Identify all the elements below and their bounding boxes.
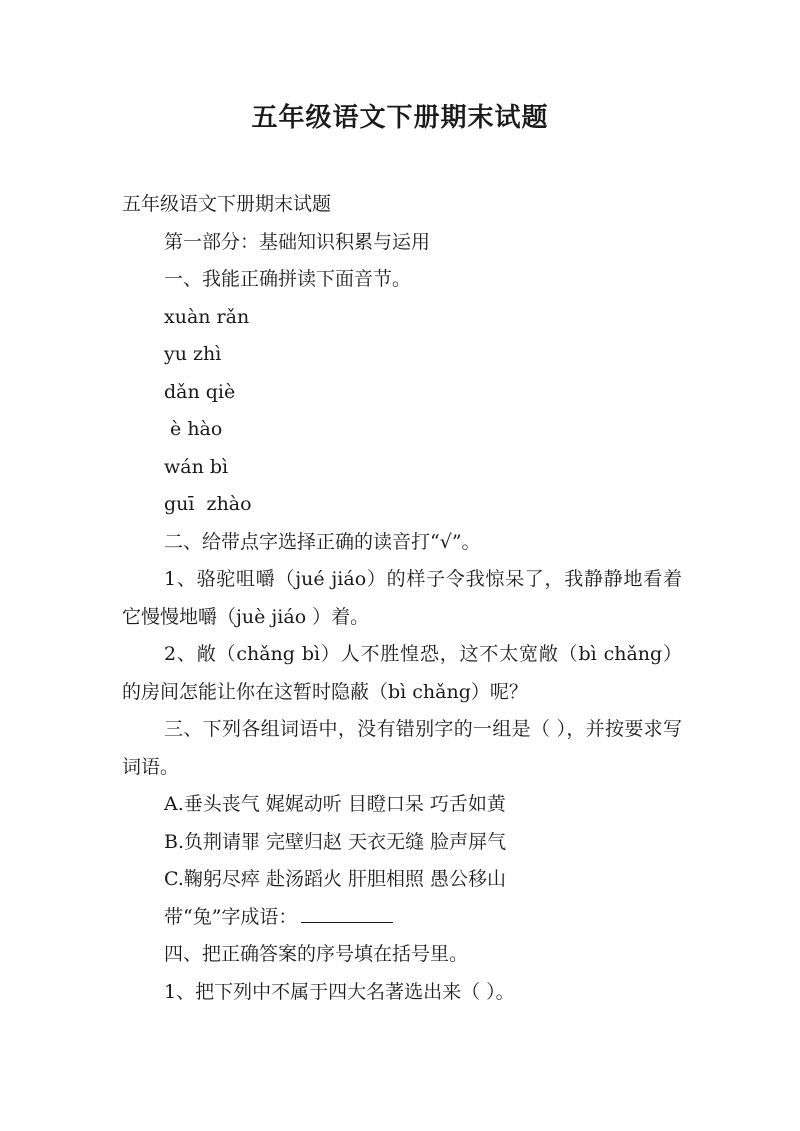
- section2-heading: 二、给带点字选择正确的读音打“√”。: [164, 530, 481, 553]
- section1-heading: 一、我能正确拼读下面音节。: [164, 268, 412, 290]
- pinyin-item: dǎn qiè: [164, 380, 236, 403]
- pinyin-item: xuàn rǎn: [164, 305, 250, 328]
- section3-option-a: A.垂头丧气 娓娓动听 目瞪口呆 巧舌如黄: [164, 793, 506, 815]
- section4-heading: 四、把正确答案的序号填在括号里。: [164, 943, 469, 965]
- fill-in-line: [122, 899, 682, 937]
- section3-option-b: B.负荆请罪 完壁归赵 天衣无缝 脸声屏气: [164, 830, 507, 853]
- answer-blank[interactable]: [301, 902, 393, 923]
- section3-option-c: C.鞠躬尽瘁 赴汤蹈火 肝胆相照 愚公移山: [164, 868, 507, 890]
- pinyin-item: guī zhào: [164, 493, 252, 515]
- document-body: [122, 186, 682, 1011]
- page-title: 五年级语文下册期末试题: [251, 103, 549, 133]
- section3-heading: 三、下列各组词语中，没有错别字的一组是（ ），并按要求写词语。: [122, 718, 682, 778]
- fill-in-prompt: 带“兔”字成语：: [164, 905, 298, 928]
- pinyin-item: yu zhì: [164, 343, 222, 365]
- section2-question-2: 2、敞（chǎng bì）人不胜惶恐，这不太宽敞（bì chǎng）的房间怎能让你在这暂时隐蔽（bì chǎng）呢？: [122, 643, 682, 703]
- document-subtitle: 五年级语文下册期末试题: [122, 193, 332, 215]
- part-heading: 第一部分：基础知识积累与运用: [164, 230, 431, 253]
- section2-question-1: 1、骆驼咀嚼（jué jiáo）的样子令我惊呆了，我静静地看着它慢慢地嚼（juè jiáo ）着。: [122, 568, 682, 628]
- pinyin-item: wán bì: [164, 455, 229, 478]
- pinyin-item: è hào: [164, 418, 223, 440]
- section4-question-1: 1、把下列中不属于四大名著选出来（ ）。: [164, 980, 515, 1003]
